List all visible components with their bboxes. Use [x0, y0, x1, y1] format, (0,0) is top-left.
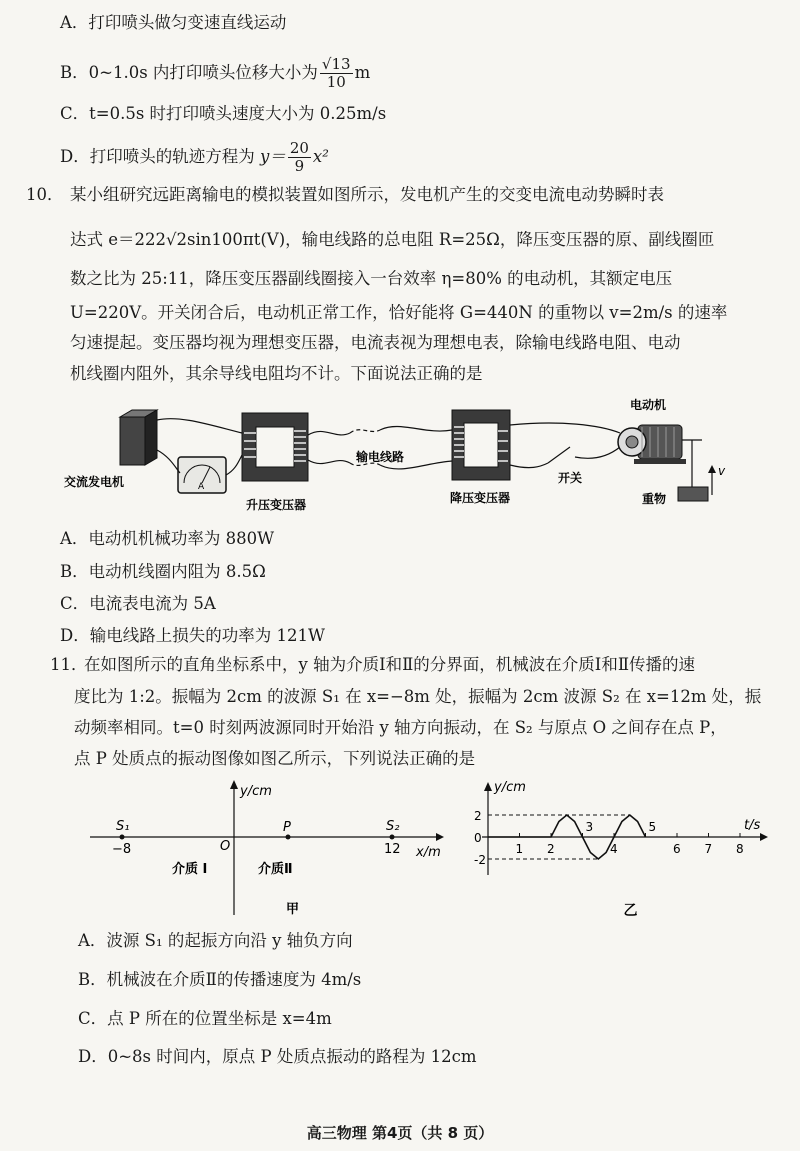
generator-label: 交流发电机: [64, 475, 125, 489]
s1-point: [120, 835, 125, 840]
weight-label: 重物: [642, 492, 667, 506]
chart-y-axis-arrow-icon: [484, 782, 492, 791]
jia-ylabel: y/cm: [240, 784, 272, 799]
jia-xlabel: x/m: [416, 845, 441, 860]
x-axis-arrow-icon: [436, 833, 444, 841]
chart-x-tick-label: 5: [648, 820, 657, 834]
q11-stem-line3: 动频率相同。t=0 时刻两波源同时开始沿 y 轴方向振动，在 S₂ 与原点 O 之间存在点 P，: [74, 718, 727, 737]
q9-b-denominator: 10: [326, 73, 346, 91]
chart-x-tick-label: 1: [515, 842, 524, 856]
ammeter-label: A: [198, 482, 205, 492]
generator-icon: [120, 410, 157, 465]
q10-number: 10．: [26, 185, 64, 204]
x-left-tick: −8: [112, 842, 132, 857]
q9-option-b-text: B．0~1.0s 内打印喷头位移大小为: [60, 63, 318, 82]
chart-y-tick-label: 2: [474, 809, 482, 823]
q11-figure-yi-chart: [460, 775, 780, 925]
chart-y-tick-label: -2: [474, 853, 486, 867]
chart-x-tick-label: 2: [547, 842, 555, 856]
q11-option-c: C．点 P 所在的位置坐标是 x=4m: [78, 1009, 332, 1028]
chart-x-tick-label: 7: [704, 842, 713, 856]
chart-x-axis-arrow-icon: [760, 833, 768, 841]
transmission-line-label: 输电线路: [356, 450, 405, 464]
y-axis-arrow-icon: [230, 780, 238, 789]
q10-stem-line5: 匀速提起。变压器均视为理想变压器，电流表视为理想电表，除输电线路电阻、电动: [70, 333, 681, 352]
q11-option-b: B．机械波在介质Ⅱ的传播速度为 4m/s: [78, 970, 362, 989]
s1-label: S₁: [116, 819, 130, 834]
chart-title: 乙: [623, 903, 638, 919]
step-down-transformer-label: 降压变压器: [450, 491, 511, 505]
chart-x-tick-label: 4: [610, 842, 618, 856]
q9-option-d-text: D．打印喷头的轨迹方程为: [60, 147, 255, 166]
jia-caption: 甲: [286, 902, 300, 917]
chart-ylabel: y/cm: [494, 780, 526, 795]
q10-stem-line2: 达式 e＝222√2sin100πt(V)，输电线路的总电阻 R=25Ω，降压变压器的原、副线圈匝: [70, 230, 715, 249]
q11-option-d: D．0~8s 时间内，原点 P 处质点振动的路程为 12cm: [78, 1047, 477, 1066]
q9-option-b: [60, 56, 370, 91]
p-point: [286, 835, 291, 840]
q9-option-d-fraction: [288, 140, 311, 175]
medium-2-label: 介质Ⅱ: [258, 862, 293, 877]
motor-label: 电动机: [630, 398, 667, 412]
q11-figure-jia: [80, 775, 460, 925]
chart-y-tick-label: 0: [474, 831, 482, 845]
q9-option-c: C．t=0.5s 时打印喷头速度大小为 0.25m/s: [60, 104, 387, 123]
ammeter-icon: [178, 457, 226, 493]
step-up-transformer-label: 升压变压器: [246, 498, 307, 512]
step-up-transformer-icon: [242, 413, 308, 481]
q11-number: 11．: [50, 655, 88, 674]
s2-label: S₂: [386, 819, 400, 834]
q9-b-numerator: √13: [321, 55, 351, 73]
weight-icon: [678, 487, 708, 501]
motor-icon: [618, 425, 686, 464]
q11-stem-line4: 点 P 处质点的振动图像如图乙所示，下列说法正确的是: [74, 749, 476, 768]
chart-x-tick-label: 3: [585, 820, 594, 834]
q9-option-b-fraction: [320, 56, 353, 91]
q10-stem-line6: 机线圈内阻外，其余导线电阻均不计。下面说法正确的是: [70, 364, 483, 383]
x-right-tick: 12: [384, 842, 401, 857]
p-label: P: [283, 820, 291, 835]
s2-point: [390, 835, 395, 840]
origin-label: O: [220, 839, 231, 854]
switch-label: 开关: [558, 471, 583, 485]
q10-stem-line1: 某小组研究远距离输电的模拟装置如图所示，发电机产生的交变电流电动势瞬时表: [70, 185, 664, 204]
q9-option-d: [60, 140, 329, 175]
q11-option-a: A．波源 S₁ 的起振方向沿 y 轴负方向: [78, 931, 353, 950]
q10-stem-line3: 数之比为 25:11，降压变压器副线圈接入一台效率 η=80% 的电动机，其额定电压: [70, 269, 673, 288]
q10-option-d: D．输电线路上损失的功率为 121W: [60, 626, 325, 645]
q10-option-c: C．电流表电流为 5A: [60, 594, 216, 613]
q9-d-y: y＝: [259, 147, 286, 166]
q10-circuit-figure: [60, 395, 760, 520]
velocity-label: v: [718, 464, 726, 478]
medium-1-label: 介质 Ⅰ: [172, 862, 208, 877]
chart-x-tick-label: 6: [673, 842, 681, 856]
step-down-transformer-icon: [452, 410, 510, 480]
velocity-arrow-icon: [708, 464, 726, 495]
q9-d-x: x²: [312, 147, 329, 166]
q10-option-a: A．电动机机械功率为 880W: [60, 529, 275, 548]
q9-d-numerator: 20: [289, 139, 309, 157]
q10-stem-line4: U=220V。开关闭合后，电动机正常工作，恰好能将 G=440N 的重物以 v=2m/s 的速率: [70, 303, 728, 322]
q9-d-denominator: 9: [294, 157, 305, 175]
q11-stem-line1: 在如图所示的直角坐标系中，y 轴为介质Ⅰ和Ⅱ的分界面，机械波在介质Ⅰ和Ⅱ传播的速: [84, 655, 696, 674]
page-footer: 高三物理 第4页（共 8 页）: [306, 1124, 494, 1142]
q9-option-b-unit: m: [354, 63, 371, 82]
q9-option-a: A．打印喷头做匀变速直线运动: [60, 13, 287, 32]
q11-stem-line2: 度比为 1:2。振幅为 2cm 的波源 S₁ 在 x=−8m 处，振幅为 2cm 波源 S₂ 在 x=12m 处，振: [74, 687, 762, 706]
q10-option-b: B．电动机线圈内阻为 8.5Ω: [60, 562, 266, 581]
chart-x-tick-label: 8: [736, 842, 744, 856]
chart-xlabel: t/s: [744, 818, 761, 833]
circuit-wires: [157, 419, 702, 487]
